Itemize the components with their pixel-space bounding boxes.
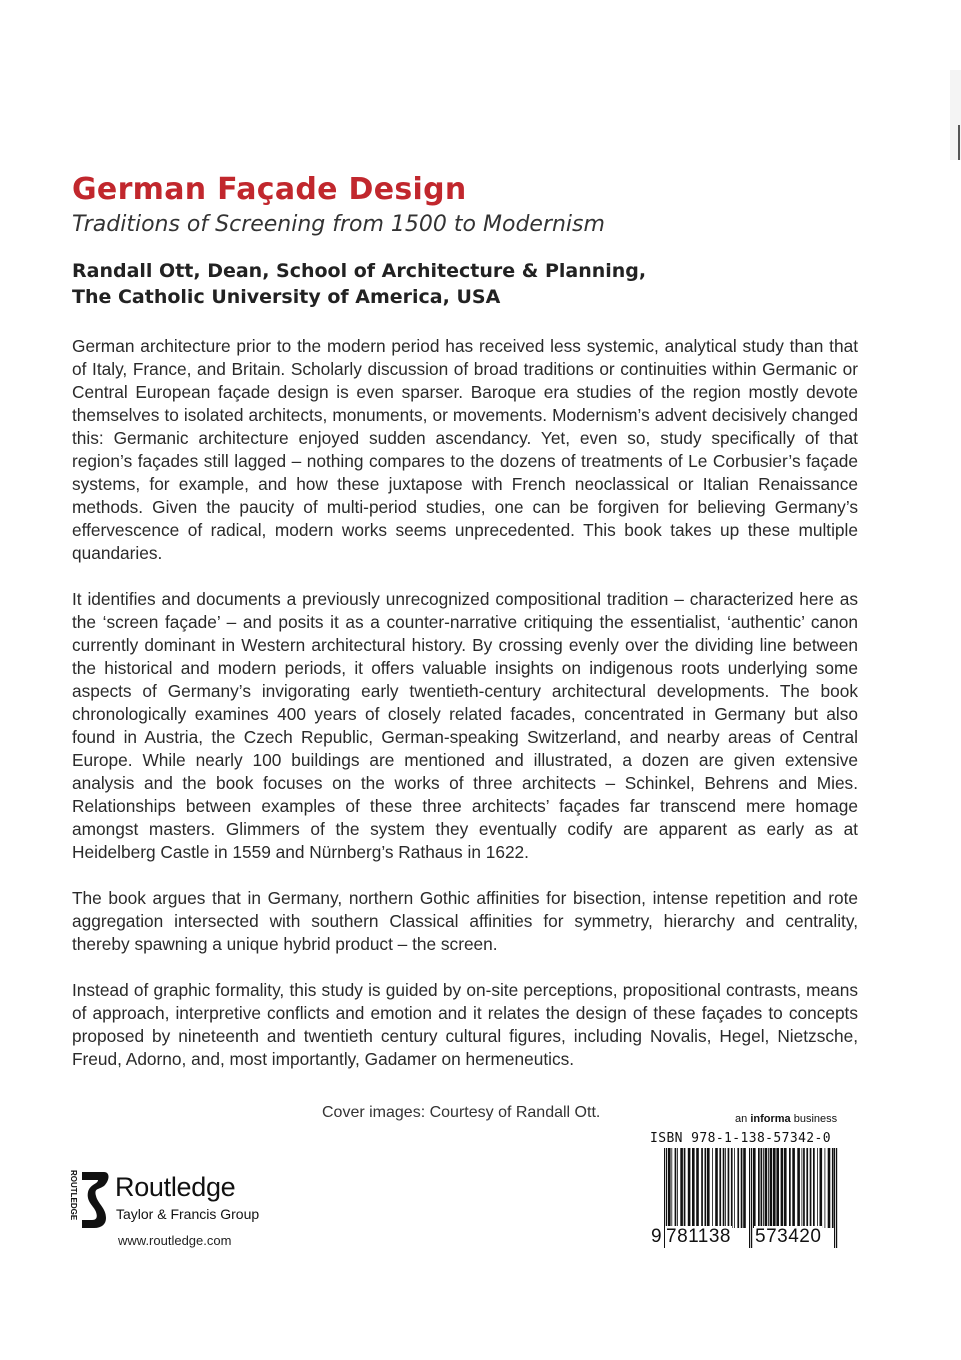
barcode-bar — [675, 1148, 677, 1228]
barcode-digit-first: 9 — [651, 1226, 663, 1247]
barcode-bar — [668, 1148, 671, 1228]
barcode-bar — [696, 1148, 699, 1228]
barcode-bar — [763, 1148, 764, 1228]
book-title: German Façade Design — [72, 172, 467, 207]
barcode-bar — [810, 1148, 812, 1228]
barcode-bar — [741, 1148, 743, 1228]
barcode-bar — [715, 1148, 718, 1228]
barcode-bar — [753, 1148, 756, 1228]
barcode-bar — [773, 1148, 776, 1228]
barcode-bar — [677, 1148, 678, 1228]
barcode-bar — [692, 1148, 695, 1228]
blurb-paragraph-3: The book argues that in Germany, northern Gothic affinities for bisection, intense repetition and rote aggregation intersected with southern Classical affinities for symmetry, hierarchy and centrality, thereby spawning a unique hybrid product – the screen. — [72, 888, 858, 954]
barcode-bar — [719, 1148, 721, 1228]
author-block — [72, 258, 646, 310]
edge-strip — [950, 70, 961, 160]
blurb-paragraph-4: Instead of graphic formality, this study is guided by on-site perceptions, propositional contrasts, means of approach, interpretive conflicts and emotion and it relates the design of these façades to concepts proposed by nineteenth and twentieth century cultural figures, including Novalis, Hegel, Nietzsche, Freud, Adorno, and, most importantly, Gadamer on hermeneutics. — [72, 980, 858, 1069]
blurb-paragraph-2: It identifies and documents a previously unrecognized compositional tradition – characterized here as the ‘screen façade’ – and posits it as a counter-narrative critiquing the essentialist, ‘authentic’ canon currently dominant in Western architectural history. By crossing evenly over the dividing line between the historical and modern periods, it offers valuable insights on indigenous roots underlying some aspects of Germany’s invigorating early twentieth-century architectural developments. The book chronologically examines 400 years of closely related facades, concentrated in Germany but also found in Austria, the Czech Republic, German-speaking Switzerland, and nearby areas of Central Europe. While nearly 100 buildings are mentioned and illustrated, a dozen are given extensive analysis and the book focuses on the works of three architects – Schinkel, Behrens and Mies. Relationships between examples of these three architects’ façades far transcend mere homage amongst masters. Glimmers of the system they eventually codify are apparent as early as at Heidelberg Castle in 1559 and Nürnberg’s Rathaus in 1622. — [72, 589, 858, 862]
barcode-bar — [784, 1148, 787, 1228]
barcode-bar — [803, 1148, 805, 1228]
barcode-digits-right: 573420 — [755, 1226, 822, 1247]
barcode-bar — [806, 1148, 808, 1228]
barcode-bar — [789, 1148, 791, 1228]
barcode-bar — [737, 1148, 739, 1228]
barcode-bar — [758, 1148, 760, 1228]
barcode-bar — [768, 1148, 769, 1228]
barcode-bar — [802, 1148, 803, 1228]
barcode-bar — [688, 1148, 691, 1228]
barcode-bar — [825, 1148, 826, 1228]
informa-suffix: business — [793, 1113, 838, 1125]
barcode-bar — [820, 1148, 823, 1228]
isbn-label: ISBN 978-1-138-57342-0 — [650, 1131, 831, 1146]
publisher-url[interactable]: www.routledge.com — [118, 1233, 232, 1248]
barcode-bar — [734, 1148, 735, 1228]
barcode-bar — [684, 1148, 686, 1228]
barcode-bar — [707, 1148, 710, 1228]
barcode-bar — [712, 1148, 713, 1228]
barcode-bar — [828, 1148, 831, 1228]
barcode-digits-left: 781138 — [666, 1226, 731, 1247]
barcode-bar — [728, 1148, 730, 1228]
publisher-group: Taylor & Francis Group — [116, 1206, 260, 1222]
barcode-bar — [813, 1148, 815, 1228]
publisher-name: Routledge — [115, 1172, 236, 1202]
barcode-digits — [650, 1226, 838, 1248]
informa-tagline — [735, 1113, 837, 1125]
barcode-bar — [671, 1148, 672, 1228]
barcode-bar — [792, 1148, 795, 1228]
informa-name: informa — [750, 1113, 791, 1125]
barcode-bar — [743, 1148, 746, 1228]
barcode-bar — [797, 1148, 800, 1228]
barcode-bar — [705, 1148, 707, 1228]
informa-prefix: an — [735, 1113, 748, 1125]
barcode-bar — [765, 1148, 768, 1228]
author-line-2: The Catholic University of America, USA — [72, 286, 501, 308]
blurb — [72, 335, 858, 1094]
barcode-bar — [761, 1148, 763, 1228]
barcode-bar — [680, 1148, 683, 1228]
blurb-paragraph-1: German architecture prior to the modern period has received less systemic, analytical study than that of Italy, France, and Britain. Scholarly discussion of broad traditions or continuities within Germanic or Central European façade design is even sparser. Baroque era studies of the region mostly devote themselves to isolated architects, monuments, or movements. Modernism’s advent decisively changed this: Germanic architecture enjoyed sudden ascendancy. Yet, even so, study specifically of that region’s façades still lagged – nothing compares to the dozens of treatments of Le Corbusier’s façade systems, for example, and how these juxtapose with French neoclassical or Italian Renaissance methods. Given the paucity of multi-period studies, one can be forgiven for believing Germany’s effervescence of radical, modern works seems unprecedented. This book takes up these multiple quandaries. — [72, 336, 858, 563]
barcode-bar — [723, 1148, 725, 1228]
barcode-bar — [701, 1148, 703, 1228]
barcode-bar — [725, 1148, 726, 1228]
barcode-bar — [781, 1148, 784, 1228]
barcode-bar — [832, 1148, 834, 1228]
book-subtitle: Traditions of Screening from 1500 to Modernism — [72, 212, 605, 237]
cover-credit: Cover images: Courtesy of Randall Ott. — [322, 1104, 601, 1121]
barcode-bar — [731, 1148, 733, 1228]
barcode-bar — [770, 1148, 773, 1228]
routledge-logo-icon — [66, 1168, 110, 1230]
barcode-bar — [776, 1148, 779, 1228]
barcode-bar — [817, 1148, 818, 1228]
author-line-1: Randall Ott, Dean, School of Architecture & Planning, — [72, 260, 647, 282]
routledge-logo-text: ROUTLEDGE — [69, 1170, 78, 1221]
